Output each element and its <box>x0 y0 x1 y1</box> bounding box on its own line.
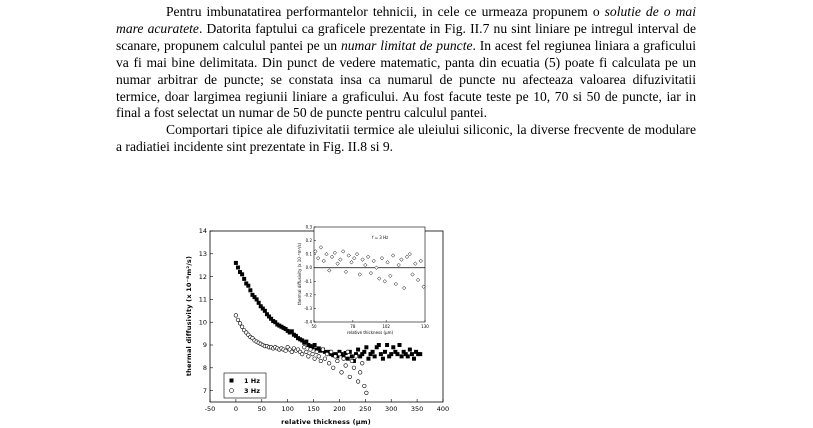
legend <box>224 373 266 398</box>
point-1hz <box>257 301 261 305</box>
point-3hz <box>319 359 323 363</box>
point-3hz <box>356 380 360 384</box>
point-3hz <box>309 348 313 352</box>
main-x-tick-label: 50 <box>257 405 266 413</box>
point-3hz <box>365 391 369 395</box>
paragraph-2: Comportari tipice ale difuzivitatii termice ale uleiului siliconic, la diverse frecvente de modulare a radiatiei incidente sint prezentate in Fig. II.8 si 9. <box>116 122 696 155</box>
point-3hz <box>317 355 321 359</box>
point-1hz <box>418 352 422 356</box>
main-y-ticks <box>199 227 213 395</box>
point-3hz <box>313 357 317 361</box>
inset-title: f = 3 Hz <box>372 235 389 240</box>
main-y-axis-label: thermal diffusivity (x 10⁻⁸m²/s) <box>185 255 193 377</box>
point-3hz <box>360 361 364 365</box>
inset-x-tick-label: 130 <box>421 324 429 329</box>
inset-y-tick-label: -0.4 <box>304 319 312 325</box>
point-3hz <box>354 355 358 359</box>
inset-y-tick-label: 0.1 <box>305 251 312 257</box>
point-3hz <box>284 349 288 353</box>
point-1hz <box>408 348 412 352</box>
paragraph-1-part-1: Pentru imbunatatirea performantelor tehnicii, in cele ce urmeaza propunem o <box>166 4 605 19</box>
point-3hz <box>302 345 306 349</box>
main-y-tick-label: 11 <box>198 295 207 304</box>
main-x-tick-label: 300 <box>385 405 398 413</box>
inset-y-tick-label: -0.1 <box>304 278 312 284</box>
main-y-tick-label: 14 <box>198 227 207 236</box>
point-3hz <box>362 384 366 388</box>
point-3hz <box>307 355 311 359</box>
point-1hz <box>373 354 377 358</box>
legend-label-1hz: 1 Hz <box>244 377 261 385</box>
point-3hz <box>321 348 325 352</box>
main-x-tick-label: 0 <box>233 405 238 413</box>
point-1hz <box>395 352 399 356</box>
main-x-axis-label: relative thickness (μm) <box>281 418 371 426</box>
point-1hz <box>356 348 360 352</box>
point-3hz <box>329 350 333 354</box>
paragraph-1-part-2: . Datorita faptului ca graficele prezentate in Fig. II.7 nu sint liniare pe intregul interval de scanare, propunem calculul pantei pe un <box>116 20 696 53</box>
legend-marker-3hz <box>230 389 234 393</box>
main-y-tick-label: 7 <box>202 386 207 395</box>
point-1hz <box>371 350 375 354</box>
point-3hz <box>300 352 304 356</box>
point-1hz <box>391 345 395 349</box>
point-3hz <box>334 355 338 359</box>
point-1hz <box>236 265 240 269</box>
point-3hz <box>338 352 342 356</box>
inset-y-tick-label: 0.0 <box>305 265 312 271</box>
point-1hz <box>246 284 250 288</box>
main-x-tick-label: -50 <box>204 405 216 413</box>
point-1hz <box>383 350 387 354</box>
point-1hz <box>377 343 381 347</box>
inset-plot-frame <box>314 227 425 322</box>
inset-chart <box>297 225 429 336</box>
inset-y-tick-label: 0.3 <box>305 224 312 230</box>
point-1hz <box>412 357 416 361</box>
main-y-tick-label: 10 <box>198 318 207 327</box>
point-3hz <box>340 371 344 375</box>
inset-x-axis-label: relative thickness (μm) <box>346 330 394 335</box>
inset-x-tick-label: 78 <box>350 324 356 329</box>
main-x-tick-label: 150 <box>307 405 320 413</box>
point-1hz <box>263 309 267 313</box>
point-1hz <box>240 272 244 276</box>
point-1hz <box>398 343 402 347</box>
point-3hz <box>348 375 352 379</box>
point-3hz <box>352 366 356 370</box>
point-1hz <box>364 345 368 349</box>
point-1hz <box>290 329 294 333</box>
legend-label-3hz: 3 Hz <box>244 387 261 395</box>
point-3hz <box>358 371 362 375</box>
point-1hz <box>400 354 404 358</box>
point-3hz <box>344 364 348 368</box>
point-3hz <box>336 359 340 363</box>
paragraph-1-emphasis-2: numar limitat de puncte <box>340 37 473 53</box>
main-y-tick-label: 12 <box>198 272 207 281</box>
paragraph-1-emphasis-1: solutie de o mai mare acuratete <box>116 4 696 36</box>
point-1hz <box>234 261 238 265</box>
inset-x-tick-label: 102 <box>382 324 390 329</box>
main-x-tick-label: 400 <box>436 405 450 413</box>
main-x-tick-label: 200 <box>333 405 346 413</box>
main-x-tick-label: 250 <box>359 405 372 413</box>
inset-y-axis-label: thermal diffusivity (x 10⁻⁸m²/s) <box>297 242 302 306</box>
point-3hz <box>234 314 238 318</box>
point-1hz <box>362 350 366 354</box>
point-3hz <box>331 366 335 370</box>
point-3hz <box>350 359 354 363</box>
point-1hz <box>406 354 410 358</box>
point-1hz <box>242 277 246 281</box>
point-1hz <box>346 357 350 361</box>
point-3hz <box>240 325 244 329</box>
point-3hz <box>236 318 240 322</box>
inset-y-tick-label: -0.3 <box>304 305 312 311</box>
paragraph-1-part-3: . In acest fel regiunea liniara a graficului va fi mai bine delimitata. Din punct de vedere matematic, panta din ecuatia (5) poate fi calculata pe un numar arbitrar de puncte; se constata insa ca numarul de puncte nu afecteaza valoarea difuzivitatii termice, doar largimea regiunii liniare a graficului. Au fost facute teste pe 10, 70 si 50 de puncte, iar in final a fost selectat un numar de 50 de puncte pentru calculul pantei. <box>116 37 696 121</box>
point-1hz <box>410 352 414 356</box>
inset-y-tick-label: 0.2 <box>305 238 312 244</box>
main-y-tick-label: 8 <box>202 364 207 372</box>
inset-x-tick-label: 50 <box>311 324 317 329</box>
point-1hz <box>350 354 354 358</box>
point-1hz <box>381 357 385 361</box>
point-1hz <box>255 297 259 301</box>
point-3hz <box>290 350 294 354</box>
point-3hz <box>327 361 331 365</box>
point-3hz <box>315 350 319 354</box>
point-3hz <box>323 357 327 361</box>
point-3hz <box>305 350 309 354</box>
point-1hz <box>389 352 393 356</box>
point-1hz <box>304 340 308 344</box>
inset-y-tick-label: -0.2 <box>304 292 312 298</box>
point-1hz <box>385 343 389 347</box>
point-1hz <box>248 288 252 292</box>
point-1hz <box>366 357 370 361</box>
legend-marker-1hz <box>230 379 234 383</box>
point-3hz <box>311 352 315 356</box>
main-y-tick-label: 9 <box>202 341 207 350</box>
point-3hz <box>325 352 329 356</box>
point-3hz <box>342 357 346 361</box>
point-3hz <box>346 350 350 354</box>
main-x-tick-label: 100 <box>281 405 294 413</box>
main-x-ticks <box>205 399 450 413</box>
point-1hz <box>379 352 383 356</box>
point-1hz <box>313 343 317 347</box>
main-y-tick-label: 13 <box>198 250 207 258</box>
main-x-tick-label: 350 <box>410 405 424 413</box>
point-3hz <box>238 322 242 326</box>
